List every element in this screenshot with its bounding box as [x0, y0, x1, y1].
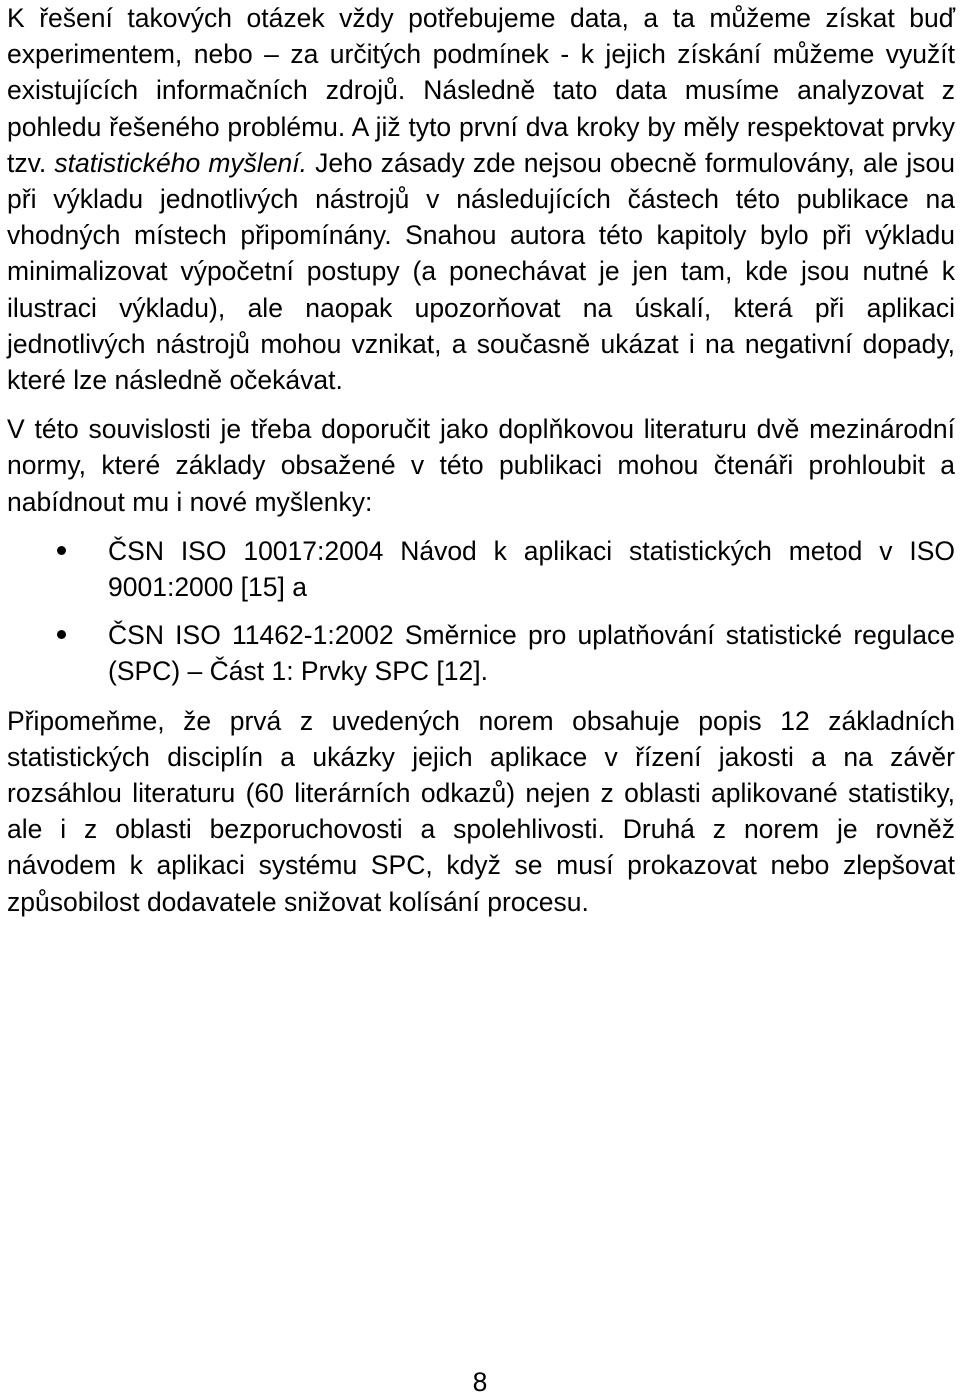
list-item-text: ČSN ISO 11462-1:2002 Směrnice pro uplatňování statistické regulace (SPC) – Část 1: Prvky SPC [12].	[108, 620, 955, 687]
paragraph-intro-text-2: Jeho zásady zde nejsou obecně formulovány, ale jsou při výkladu jednotlivých nástrojů v následujících částech této publikace na vhodných místech připomínány. Snahou autora této kapitoly bylo při výkladu minimalizovat výpočetní postupy (a ponechávat je jen tam, kde jsou nutné k ilustraci výkladu), ale naopak upozorňovat na úskalí, která při aplikaci jednotlivých nástrojů mohou vznikat, a současně ukázat i na negativní dopady, které lze následně očekávat.	[7, 147, 956, 396]
statistical-thinking-term: statistického myšlení.	[54, 147, 308, 178]
paragraph-literature: V této souvislosti je třeba doporučit jako doplňkovou literaturu dvě mezinárodní normy, které základy obsažené v této publikaci mohou čtenáři prohloubit a nabídnout mu i nové myšlenky:	[7, 414, 955, 517]
paragraph-summary: Připomeňme, že prvá z uvedených norem obsahuje popis 12 základních statistických disciplín a ukázky jejich aplikace v řízení jakosti a na závěr rozsáhlou literaturu (60 literárních odkazů) nejen z oblasti aplikované statistiky, ale i z oblasti bezporuchovosti a spolehlivosti. Druhá z norem je rovněž návodem k aplikaci systému SPC, když se musí prokazovat nebo zlepšovat způsobilost dodavatele snižovat kolísání procesu.	[7, 705, 955, 917]
page-body	[7, 0, 955, 920]
list-item-text: ČSN ISO 10017:2004 Návod k aplikaci statistických metod v ISO 9001:2000 [15] a	[108, 535, 955, 603]
list-item	[7, 533, 955, 605]
list-item	[7, 617, 955, 689]
standards-list	[7, 533, 955, 690]
bullet-icon	[57, 630, 66, 639]
paragraph-intro-text-1: K řešení takových otázek vždy potřebujeme data, a ta můžeme získat buď experimentem, nebo – za určitých podmínek - k jejich získání můžeme využít existujících informačních zdrojů. Následně tato data musíme analyzovat z pohledu řešeného problému. A již tyto první dva kroky by měly respektovat prvky tzv.	[7, 3, 955, 178]
bullet-icon	[57, 546, 66, 555]
paragraph-intro	[7, 0, 955, 398]
page-number: 8	[472, 1367, 488, 1397]
